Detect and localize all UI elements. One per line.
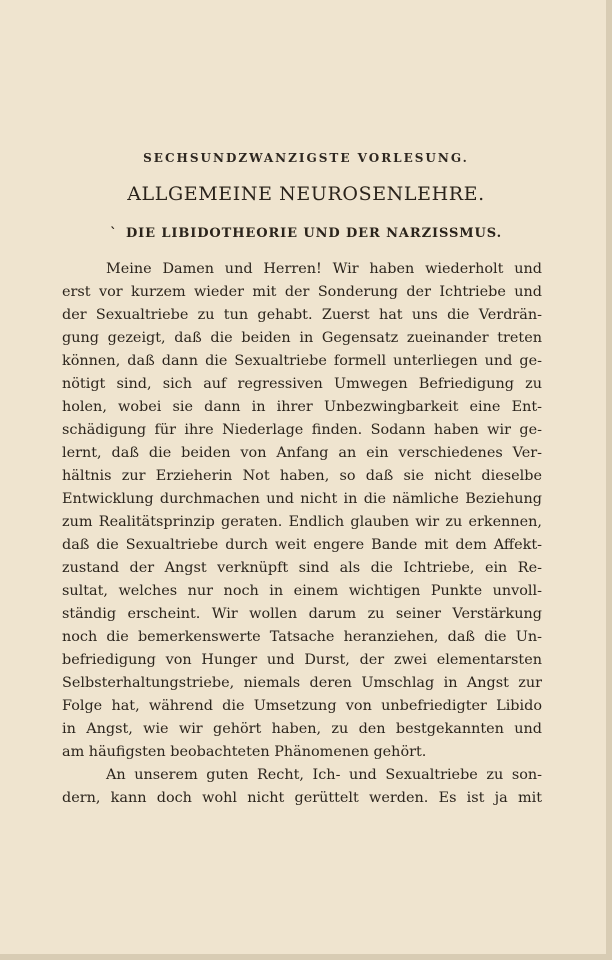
text-line: schädigung für ihre Niederlage finden. Sodann haben wir ge- (62, 422, 542, 438)
sub-title-mark: ` (109, 226, 118, 241)
text-line: zum Realitätsprinzip geraten. Endlich glauben wir zu erkennen, (62, 514, 542, 530)
text-line: daß die Sexualtriebe durch weit engere Bande mit dem Affekt- (62, 537, 542, 553)
text-line: Meine Damen und Herren! Wir haben wiederholt und (106, 261, 542, 277)
text-line: holen, wobei sie dann in ihrer Unbezwingbarkeit eine Ent- (62, 399, 542, 415)
text-line: befriedigung von Hunger und Durst, der zwei elementarsten (62, 652, 542, 668)
text-line: dern, kann doch wohl nicht gerüttelt werden. Es ist ja mit (62, 790, 542, 806)
sub-title-wrapper (0, 226, 612, 241)
text-line: zustand der Angst verknüpft sind als die Ichtriebe, ein Re- (62, 560, 542, 576)
text-line: gung gezeigt, daß die beiden in Gegensatz zueinander treten (62, 330, 542, 346)
sub-title: DIE LIBIDOTHEORIE UND DER NARZISSMUS. (125, 226, 503, 241)
text-line: Folge hat, während die Umsetzung von unbefriedigter Libido (62, 698, 542, 714)
text-line: Entwicklung durchmachen und nicht in die nämliche Beziehung (62, 491, 542, 507)
text-line: lernt, daß die beiden von Anfang an ein verschiedenes Ver- (62, 445, 542, 461)
text-line: ständig erscheint. Wir wollen darum zu seiner Verstärkung (62, 606, 542, 622)
text-line: nötigt sind, sich auf regressiven Umwegen Befriedigung zu (62, 376, 542, 392)
text-line: am häufigsten beobachteten Phänomenen gehört. (62, 744, 427, 760)
text-line: erst vor kurzem wieder mit der Sonderung der Ichtriebe und (62, 284, 542, 300)
text-line: der Sexualtriebe zu tun gehabt. Zuerst hat uns die Verdrän- (62, 307, 542, 323)
text-line: Selbsterhaltungstriebe, niemals deren Umschlag in Angst zur (62, 675, 542, 691)
chapter-label: SECHSUNDZWANZIGSTE VORLESUNG. (143, 151, 469, 165)
text-line: An unserem guten Recht, Ich- und Sexualtriebe zu son- (106, 767, 542, 783)
body-text (62, 258, 542, 810)
text-line: können, daß dann die Sexualtriebe formell unterliegen und ge- (62, 353, 542, 369)
text-line: sultat, welches nur noch in einem wichtigen Punkte unvoll- (62, 583, 542, 599)
text-line: hältnis zur Erzieherin Not haben, so daß sie nicht dieselbe (62, 468, 542, 484)
main-title: ALLGEMEINE NEUROSENLEHRE. (127, 183, 485, 205)
text-line: noch die bemerkenswerte Tatsache heranziehen, daß die Un- (62, 629, 542, 645)
text-line: in Angst, wie wir gehört haben, zu den bestgekannten und (62, 721, 542, 737)
